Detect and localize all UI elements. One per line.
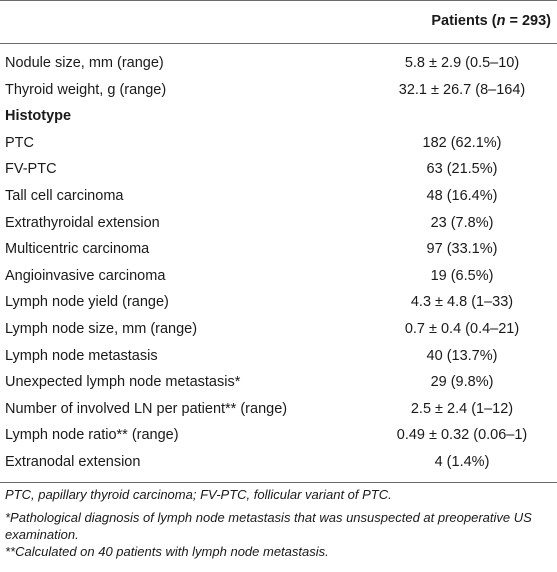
table-row [0,289,557,316]
row-value: 97 (33.1%) [426,241,498,258]
table-row [0,183,557,210]
section-row [0,103,557,130]
row-label: Lymph node yield (range) [5,294,169,311]
row-value: 0.7 ± 0.4 (0.4–21) [404,320,520,337]
row-value: 63 (21.5%) [426,161,498,178]
table-row [0,77,557,104]
table-row [0,236,557,263]
table-header [0,1,557,43]
row-value: 2.5 ± 2.4 (1–12) [410,400,514,417]
row-value: 182 (62.1%) [422,134,502,151]
row-value: 32.1 ± 26.7 (8–164) [398,81,526,98]
row-value: 40 (13.7%) [426,347,498,364]
table-row [0,263,557,290]
row-value: 23 (7.8%) [430,214,494,231]
table-row [0,316,557,343]
row-label: Lymph node metastasis [5,347,158,364]
table-row [0,156,557,183]
table-bottom-rule [0,482,557,483]
abbreviation-note: PTC, papillary thyroid carcinoma; FV-PTC, follicular variant of PTC. [5,487,392,502]
row-label: Angioinvasive carcinoma [5,267,166,284]
row-label: Multicentric carcinoma [5,241,150,258]
col-head-n: n [496,13,506,29]
header-rule [0,43,557,44]
table-row [0,50,557,77]
section-label: Histotype [5,108,72,125]
table-row [0,343,557,370]
row-label: FV-PTC [5,161,57,178]
patients-column-header [431,13,551,29]
row-value: 29 (9.8%) [430,374,494,391]
row-label: Lymph node size, mm (range) [5,320,198,337]
table-row [0,130,557,157]
col-head-prefix: Patients ( [431,13,497,29]
table-row [0,422,557,449]
row-value: 0.49 ± 0.32 (0.06–1) [396,427,528,444]
row-label: Lymph node ratio** (range) [5,427,179,444]
row-value: 19 (6.5%) [430,267,494,284]
row-label: Extrathyroidal extension [5,214,160,231]
table-row [0,369,557,396]
row-label: Number of involved LN per patient** (range) [5,400,288,417]
row-label: Unexpected lymph node metastasis* [5,374,241,391]
table-row [0,449,557,476]
table-footnotes [5,486,553,560]
col-head-suffix: = 293) [505,13,551,29]
row-label: Nodule size, mm (range) [5,55,164,71]
row-value: 48 (16.4%) [426,187,498,204]
row-value: 4 (1.4%) [434,453,490,470]
row-label: Thyroid weight, g (range) [5,81,167,98]
footnote-unexpected: *Pathological diagnosis of lymph node metastasis that was unsuspected at preoperative US examination. [5,510,532,542]
row-value: 5.8 ± 2.9 (0.5–10) [404,55,520,71]
footnote-calculated: **Calculated on 40 patients with lymph node metastasis. [5,544,329,559]
table-row [0,210,557,237]
row-label: Extranodal extension [5,453,141,470]
row-label: Tall cell carcinoma [5,187,124,204]
table-row [0,396,557,423]
row-value: 4.3 ± 4.8 (1–33) [410,294,514,311]
row-label: PTC [5,134,34,151]
